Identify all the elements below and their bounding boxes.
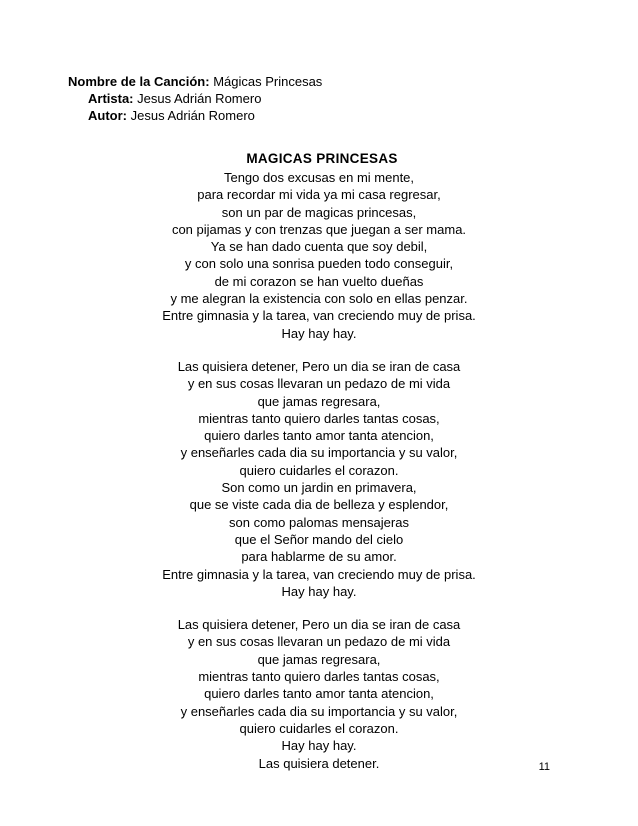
author-label: Autor: bbox=[88, 108, 127, 123]
lyric-line: Hay hay hay. bbox=[281, 583, 357, 599]
song-metadata bbox=[68, 73, 322, 124]
lyric-line: Las quisiera detener, Pero un dia se iran de casa bbox=[177, 617, 461, 633]
stanza bbox=[0, 616, 638, 772]
song-name-line bbox=[68, 73, 322, 90]
lyric-line: quiero cuidarles el corazon. bbox=[239, 462, 399, 478]
lyric-line: son un par de magicas princesas, bbox=[221, 204, 417, 220]
lyric-line: Entre gimnasia y la tarea, van creciendo muy de prisa. bbox=[162, 566, 476, 582]
lyric-line: quiero darles tanto amor tanta atencion, bbox=[204, 686, 434, 702]
lyric-line: y me alegran la existencia con solo en ellas penzar. bbox=[170, 291, 468, 307]
song-lyrics bbox=[0, 150, 638, 788]
lyric-line: y en sus cosas llevaran un pedazo de mi vida bbox=[187, 634, 451, 650]
artist-label: Artista: bbox=[88, 91, 134, 106]
lyric-line: Son como un jardin en primavera, bbox=[221, 480, 417, 496]
lyric-line: y con solo una sonrisa pueden todo conseguir, bbox=[184, 256, 454, 272]
lyric-line: mientras tanto quiero darles tantas cosas, bbox=[198, 410, 440, 426]
lyric-line: Hay hay hay. bbox=[281, 738, 357, 754]
lyric-line: con pijamas y con trenzas que juegan a ser mama. bbox=[171, 221, 467, 237]
song-title: MAGICAS PRINCESAS bbox=[246, 151, 398, 166]
lyric-line: que se viste cada dia de belleza y esplendor, bbox=[189, 497, 449, 513]
song-name-value: Mágicas Princesas bbox=[213, 74, 323, 89]
page-number: 11 bbox=[538, 761, 550, 773]
lyric-line: y enseñarles cada dia su importancia y su valor, bbox=[180, 703, 458, 719]
lyric-line: Hay hay hay. bbox=[281, 325, 357, 341]
stanza-list bbox=[0, 169, 638, 772]
artist-line bbox=[68, 90, 322, 107]
song-name-label: Nombre de la Canción: bbox=[68, 74, 210, 89]
lyric-line: Entre gimnasia y la tarea, van creciendo muy de prisa. bbox=[162, 308, 476, 324]
lyric-line: Las quisiera detener. bbox=[258, 755, 380, 771]
lyric-line: Tengo dos excusas en mi mente, bbox=[223, 170, 415, 185]
artist-value: Jesus Adrián Romero bbox=[137, 91, 262, 106]
lyric-line: para recordar mi vida ya mi casa regresar, bbox=[197, 187, 441, 203]
lyric-line: quiero darles tanto amor tanta atencion, bbox=[204, 428, 434, 444]
lyric-line: que jamas regresara, bbox=[257, 393, 381, 409]
lyric-line: mientras tanto quiero darles tantas cosas, bbox=[198, 669, 440, 685]
lyric-line: para hablarme de su amor. bbox=[241, 549, 397, 565]
stanza bbox=[0, 169, 638, 342]
stanza bbox=[0, 358, 638, 600]
lyric-line: que el Señor mando del cielo bbox=[234, 531, 404, 547]
lyric-line: quiero cuidarles el corazon. bbox=[239, 720, 399, 736]
lyric-line: y en sus cosas llevaran un pedazo de mi vida bbox=[187, 376, 451, 392]
author-value: Jesus Adrián Romero bbox=[130, 108, 255, 123]
lyric-line: que jamas regresara, bbox=[257, 651, 381, 667]
lyric-line: son como palomas mensajeras bbox=[229, 514, 409, 530]
lyric-line: y enseñarles cada dia su importancia y su valor, bbox=[180, 445, 458, 461]
lyric-line: de mi corazon se han vuelto dueñas bbox=[214, 273, 424, 289]
lyric-line: Las quisiera detener, Pero un dia se iran de casa bbox=[177, 358, 461, 374]
lyric-line: Ya se han dado cuenta que soy debil, bbox=[210, 239, 428, 255]
author-line bbox=[68, 107, 322, 124]
